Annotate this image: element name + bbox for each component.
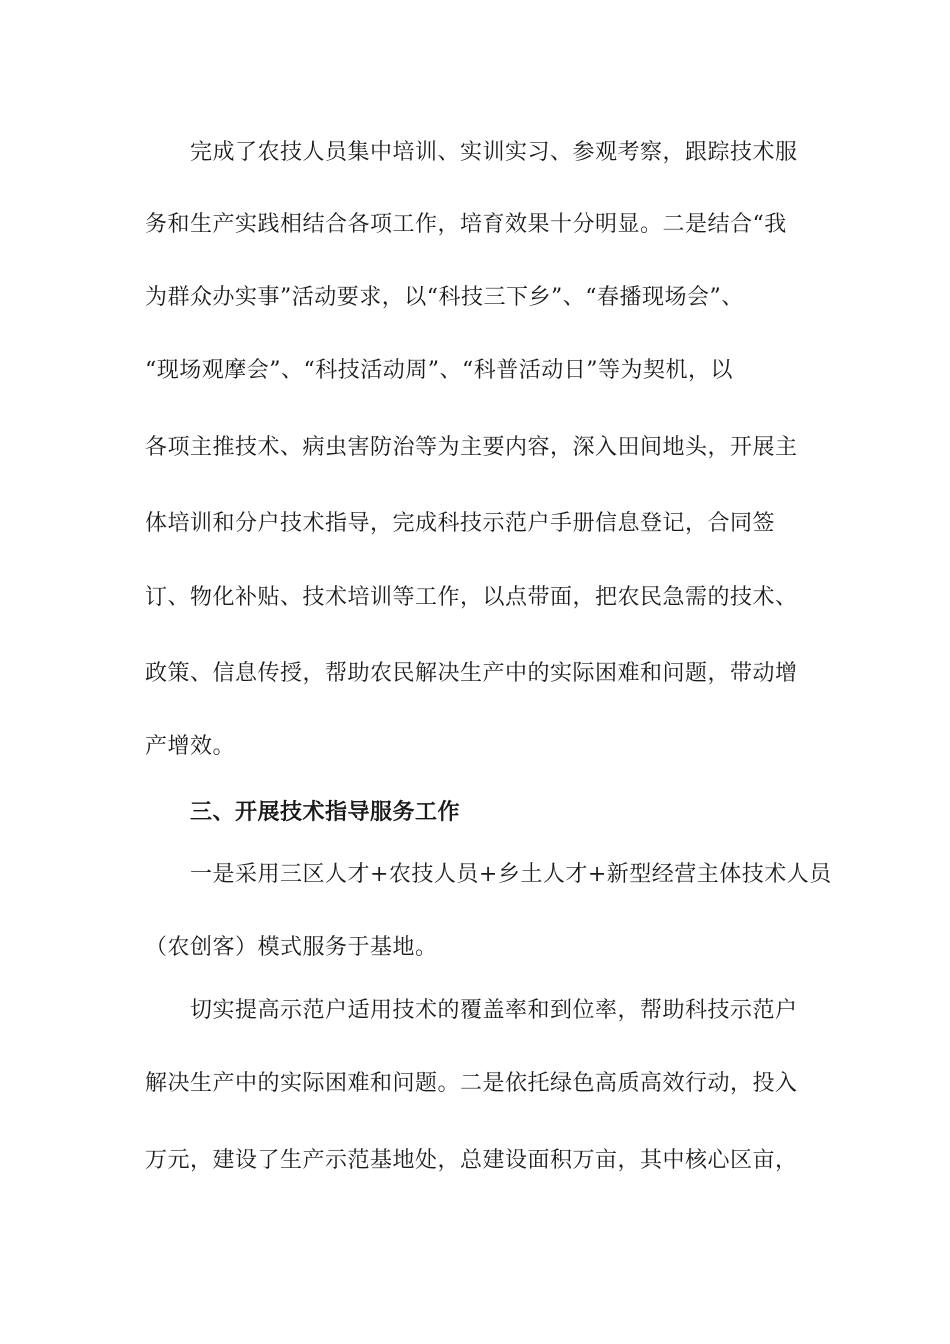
paragraph-line: 为群众办实事”活动要求，以“科技三下乡”、“春播现场会”、 xyxy=(145,285,744,310)
paragraph-line: 一是采用三区人才+农技人员+乡土人才+新型经营主体技术人员 xyxy=(190,862,832,887)
paragraph-line: 政策、信息传授，帮助农民解决生产中的实际困难和问题，带动增 xyxy=(145,661,798,686)
paragraph-line: 订、物化补贴、技术培训等工作，以点带面，把农民急需的技术、 xyxy=(145,585,798,610)
paragraph-line: 务和生产实践相结合各项工作，培育效果十分明显。二是结合“我 xyxy=(145,212,787,237)
paragraph-line: “现场观摩会”、“科技活动周”、“科普活动日”等为契机，以 xyxy=(145,358,733,383)
paragraph-line: 完成了农技人员集中培训、实训实习、参观考察，跟踪技术服 xyxy=(190,140,798,165)
paragraph-line: 体培训和分户技术指导，完成科技示范户手册信息登记，合同签 xyxy=(145,511,776,536)
paragraph-line: （农创客）模式服务于基地。 xyxy=(145,935,438,960)
paragraph-line: 产增效。 xyxy=(145,734,236,759)
section-heading: 三、开展技术指导服务工作 xyxy=(190,799,461,825)
paragraph-line: 切实提高示范户适用技术的覆盖率和到位率，帮助科技示范户 xyxy=(190,998,798,1023)
paragraph-line: 各项主推技术、病虫害防治等为主要内容，深入田间地头，开展主 xyxy=(145,435,798,460)
paragraph-line: 万元，建设了生产示范基地处，总建设面积万亩，其中核心区亩， xyxy=(145,1148,798,1173)
paragraph-line: 解决生产中的实际困难和问题。二是依托绿色高质高效行动，投入 xyxy=(145,1071,798,1096)
